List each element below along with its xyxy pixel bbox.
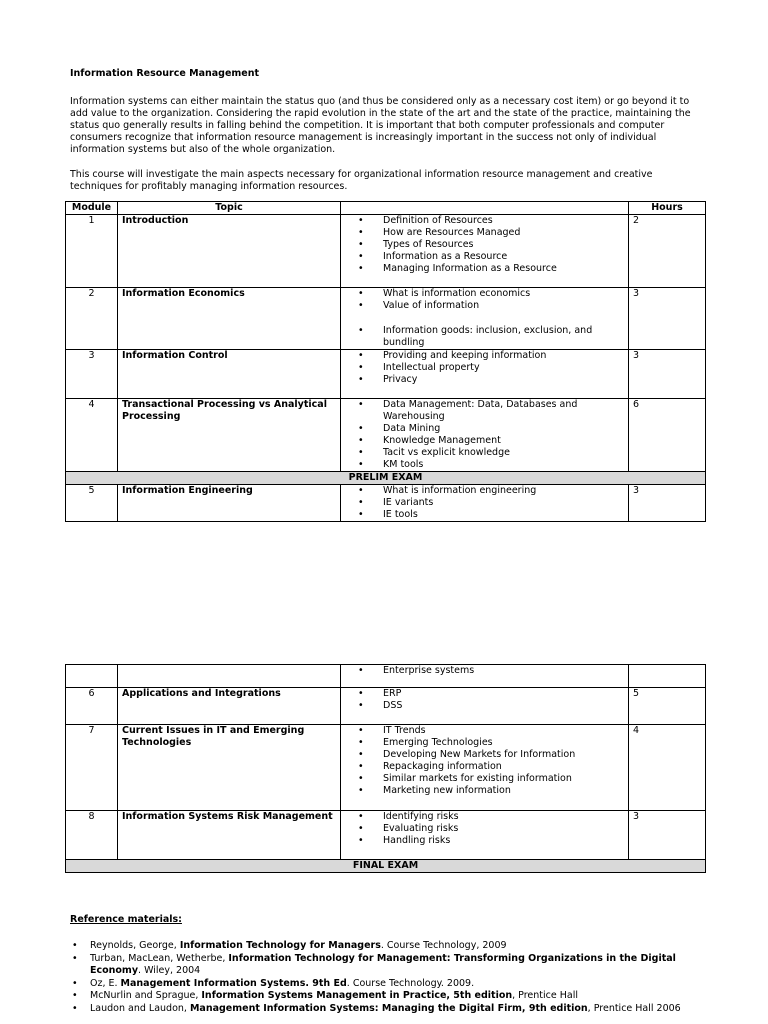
table-row bbox=[66, 665, 706, 688]
module-topic: Current Issues in IT and Emerging Technologies bbox=[118, 725, 341, 811]
list-item: • Types of Resources bbox=[383, 239, 624, 251]
list-item: • Value of information bbox=[383, 300, 624, 312]
reference-authors: Laudon and Laudon, bbox=[90, 1002, 190, 1014]
list-item: • Providing and keeping information bbox=[383, 350, 624, 362]
module-hours: 3 bbox=[629, 288, 706, 350]
header-hours: Hours bbox=[629, 202, 706, 215]
module-number bbox=[66, 665, 118, 688]
module-topic: Applications and Integrations bbox=[118, 688, 341, 725]
module-items bbox=[341, 399, 629, 472]
list-item: • Developing New Markets for Information bbox=[383, 749, 624, 761]
reference-item bbox=[90, 940, 710, 953]
reference-publisher: , Prentice Hall 2006 bbox=[587, 1002, 681, 1014]
reference-book-title: Information Technology for Managers bbox=[179, 940, 381, 951]
table-row bbox=[66, 725, 706, 811]
header-module: Module bbox=[66, 202, 118, 215]
reference-authors: Reynolds, George, bbox=[90, 940, 180, 951]
module-hours: 6 bbox=[629, 399, 706, 472]
module-hours bbox=[629, 665, 706, 688]
module-number: 4 bbox=[66, 399, 118, 472]
list-item: • What is information economics bbox=[383, 288, 624, 300]
reference-item bbox=[90, 990, 710, 1003]
reference-publisher: . Wiley, 2004 bbox=[138, 965, 201, 976]
list-item: • Knowledge Management bbox=[383, 435, 624, 447]
list-item: • Data Mining bbox=[383, 423, 624, 435]
module-number: 1 bbox=[66, 215, 118, 288]
list-item: • Information as a Resource bbox=[383, 251, 624, 263]
module-topic: Information Economics bbox=[118, 288, 341, 350]
list-item: • Definition of Resources bbox=[383, 215, 624, 227]
header-content bbox=[341, 202, 629, 215]
reference-authors: Turban, MacLean, Wetherbe, bbox=[90, 952, 229, 964]
reference-item bbox=[90, 953, 710, 978]
module-number: 2 bbox=[66, 288, 118, 350]
module-topic: Transactional Processing vs Analytical Processing bbox=[118, 399, 341, 472]
module-items bbox=[341, 725, 629, 811]
module-items bbox=[341, 485, 629, 522]
module-topic: Introduction bbox=[118, 215, 341, 288]
reference-publisher: . Course Technology, 2009 bbox=[380, 940, 507, 951]
list-item: • IT Trends bbox=[383, 725, 624, 737]
reference-title: Reference materials: bbox=[70, 914, 182, 925]
module-items bbox=[341, 350, 629, 399]
table-row bbox=[66, 399, 706, 472]
prelim-exam-label: PRELIM EXAM bbox=[66, 472, 706, 485]
reference-book-title: Information Technology for Management: Transforming Organizations in the Digital Economy bbox=[90, 952, 676, 976]
table-row bbox=[66, 288, 706, 350]
reference-book-title: Information Systems Management in Practice, 5th edition bbox=[201, 990, 513, 1001]
list-item: • KM tools bbox=[383, 459, 624, 471]
module-hours: 5 bbox=[629, 688, 706, 725]
table-row bbox=[66, 688, 706, 725]
final-exam-row bbox=[66, 860, 706, 873]
list-item: • Enterprise systems bbox=[383, 665, 624, 677]
module-hours: 4 bbox=[629, 725, 706, 811]
list-item: • Tacit vs explicit knowledge bbox=[383, 447, 624, 459]
list-item: • Emerging Technologies bbox=[383, 737, 624, 749]
syllabus-table bbox=[65, 201, 706, 522]
reference-item bbox=[90, 978, 710, 991]
list-item: • Repackaging information bbox=[383, 761, 624, 773]
course-paragraph: This course will investigate the main aspects necessary for organizational information resource management and creative techniques for profitably managing information resources. bbox=[70, 169, 653, 192]
module-number: 7 bbox=[66, 725, 118, 811]
reference-authors: Oz, E. bbox=[90, 977, 121, 989]
module-topic: Information Control bbox=[118, 350, 341, 399]
reference-publisher: . Course Technology. 2009. bbox=[346, 977, 475, 989]
list-item: • What is information engineering bbox=[383, 485, 624, 497]
list-item: • Information goods: inclusion, exclusion, and bundling bbox=[383, 325, 624, 349]
module-hours: 3 bbox=[629, 350, 706, 399]
reference-book-title: Management Information Systems: Managing the Digital Firm, 9th edition bbox=[189, 1002, 588, 1014]
module-topic: Information Systems Risk Management bbox=[118, 811, 341, 860]
module-topic: Information Engineering bbox=[118, 485, 341, 522]
document-title: Information Resource Management bbox=[70, 68, 260, 79]
module-number: 5 bbox=[66, 485, 118, 522]
list-item: • Managing Information as a Resource bbox=[383, 263, 624, 275]
module-number: 8 bbox=[66, 811, 118, 860]
final-exam-label: FINAL EXAM bbox=[66, 860, 706, 873]
prelim-exam-row bbox=[66, 472, 706, 485]
table-header-row bbox=[66, 202, 706, 215]
reference-section bbox=[70, 914, 710, 1015]
header-topic: Topic bbox=[118, 202, 341, 215]
list-item: • Evaluating risks bbox=[383, 823, 624, 835]
reference-item bbox=[90, 1003, 710, 1016]
list-item: • ERP bbox=[383, 688, 624, 700]
module-hours: 3 bbox=[629, 811, 706, 860]
module-items bbox=[341, 665, 629, 688]
module-items bbox=[341, 288, 629, 350]
list-item: • Similar markets for existing information bbox=[383, 773, 624, 785]
reference-book-title: Management Information Systems. 9th Ed bbox=[120, 977, 347, 989]
list-item: • IE tools bbox=[383, 509, 624, 521]
list-item: • Identifying risks bbox=[383, 811, 624, 823]
list-item: • Intellectual property bbox=[383, 362, 624, 374]
module-hours: 3 bbox=[629, 485, 706, 522]
table-row bbox=[66, 811, 706, 860]
list-item: • How are Resources Managed bbox=[383, 227, 624, 239]
table-row bbox=[66, 215, 706, 288]
list-item: • IE variants bbox=[383, 497, 624, 509]
list-item: • Data Management: Data, Databases and Warehousing bbox=[383, 399, 624, 423]
document-body bbox=[70, 68, 705, 206]
reference-list bbox=[70, 940, 710, 1015]
intro-paragraph: Information systems can either maintain the status quo (and thus be considered only as a necessary cost item) or go beyond it to add value to the organization. Considering the rapid evolution in the state of the art and the state of the practice, maintaining the status quo generally results in falling behind the competition. It is important that both computer professionals and computer consumers recognize that information resource management is increasingly important in the success not only of individual information systems but also of the whole organization. bbox=[70, 96, 691, 155]
table-row bbox=[66, 350, 706, 399]
syllabus-table-continued bbox=[65, 664, 706, 873]
list-item: • Marketing new information bbox=[383, 785, 624, 797]
list-item: • Privacy bbox=[383, 374, 624, 386]
module-number: 6 bbox=[66, 688, 118, 725]
module-topic bbox=[118, 665, 341, 688]
table-row bbox=[66, 485, 706, 522]
reference-publisher: , Prentice Hall bbox=[512, 990, 578, 1001]
module-items bbox=[341, 688, 629, 725]
reference-authors: McNurlin and Sprague, bbox=[90, 990, 202, 1001]
module-items bbox=[341, 811, 629, 860]
module-items bbox=[341, 215, 629, 288]
module-number: 3 bbox=[66, 350, 118, 399]
list-item: • DSS bbox=[383, 700, 624, 712]
list-item: • Handling risks bbox=[383, 835, 624, 847]
module-hours: 2 bbox=[629, 215, 706, 288]
